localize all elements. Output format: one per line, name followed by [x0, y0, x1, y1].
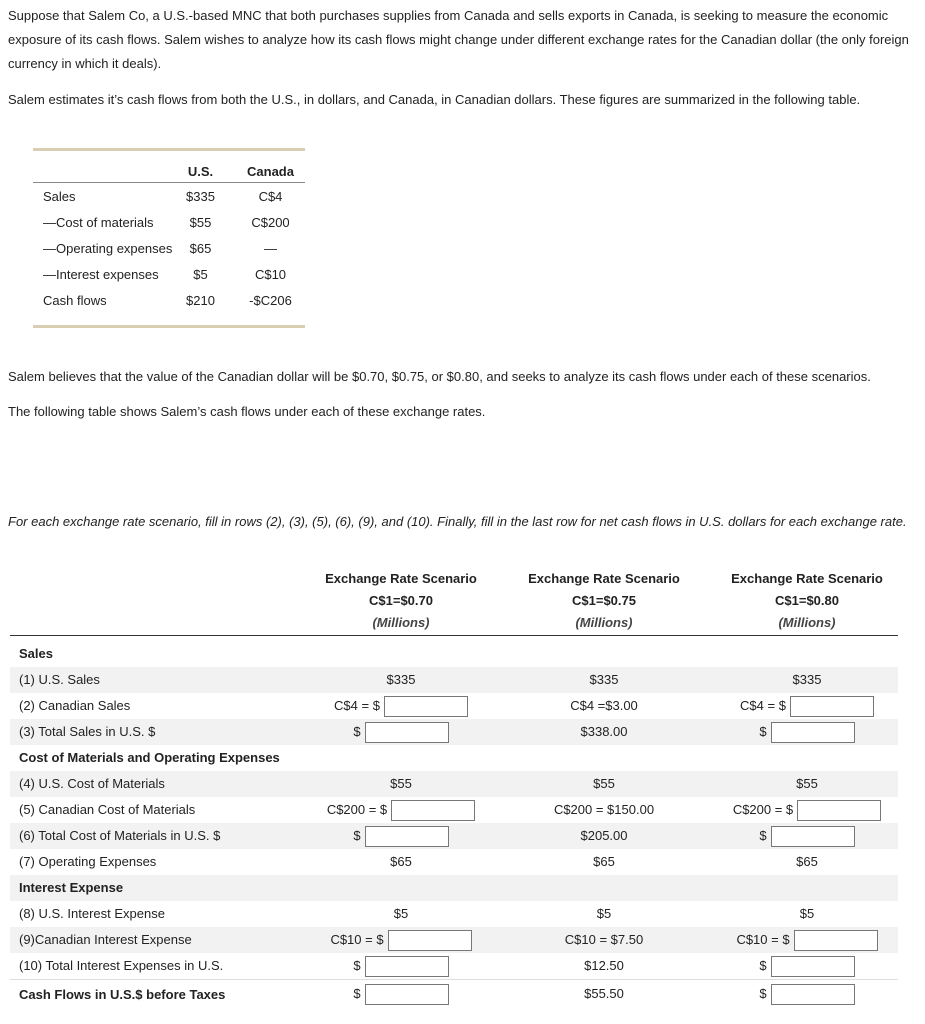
col-rate: C$1=$0.70: [369, 593, 433, 608]
cell-value: $5: [596, 906, 612, 921]
input-prefix: C$4 = $: [740, 698, 786, 713]
instructions-paragraph: For each exchange rate scenario, fill in rows (2), (3), (5), (6), (9), and (10). Finally, fill in the last row for net cash flows in U.S. dollars for each exchange rate.: [8, 514, 907, 529]
row-label: (8) U.S. Interest Expense: [19, 906, 165, 921]
input-prefix: C$10 = $: [330, 932, 384, 947]
input-prefix: $: [759, 986, 767, 1001]
col-units: (Millions): [575, 615, 633, 630]
summary-table: [33, 148, 305, 328]
input-prefix: C$200 = $: [326, 802, 388, 817]
col-rate: C$1=$0.75: [572, 593, 636, 608]
canada-value: C$4: [258, 189, 283, 204]
canada-value: —: [264, 241, 277, 256]
input-prefix: $: [353, 724, 361, 739]
row-label: Cash Flows in U.S.$ before Taxes: [19, 987, 226, 1002]
row-label: (7) Operating Expenses: [19, 854, 157, 869]
input-prefix: $: [759, 958, 767, 973]
section-label: Cost of Materials and Operating Expenses: [19, 750, 280, 765]
table-row: [33, 183, 305, 209]
row-label: (5) Canadian Cost of Materials: [19, 802, 196, 817]
input-prefix: C$10 = $: [736, 932, 790, 947]
cell-value: $65: [593, 854, 615, 869]
cell-value: C$10 = $7.50: [564, 932, 644, 947]
col-units: (Millions): [778, 615, 836, 630]
header-canada: Canada: [247, 164, 294, 179]
total-sales-input-080[interactable]: [771, 722, 855, 743]
col-title: Exchange Rate Scenario: [325, 571, 477, 586]
cell-value: $65: [390, 854, 412, 869]
us-value: $335: [186, 189, 215, 204]
table-row: [10, 979, 898, 1008]
input-prefix: $: [353, 986, 361, 1001]
row-label: (6) Total Cost of Materials in U.S. $: [19, 828, 221, 843]
section-label: Sales: [19, 646, 53, 661]
scenario-col-070: [306, 568, 496, 634]
input-prefix: C$4 = $: [334, 698, 380, 713]
row-label: Cash flows: [43, 293, 107, 308]
row-label: (9)Canadian Interest Expense: [19, 932, 192, 947]
input-prefix: $: [353, 828, 361, 843]
table-row: [10, 901, 898, 927]
row-label: Sales: [43, 189, 76, 204]
col-rate: C$1=$0.80: [775, 593, 839, 608]
total-cost-input-070[interactable]: [365, 826, 449, 847]
cell-value: $55.50: [584, 986, 624, 1001]
section-interest: [10, 875, 898, 901]
table-row: [10, 953, 898, 979]
row-label: (4) U.S. Cost of Materials: [19, 776, 165, 791]
table-row: [10, 719, 898, 745]
cell-value: $338.00: [580, 724, 628, 739]
section-label: Interest Expense: [19, 880, 124, 895]
col-units: (Millions): [372, 615, 430, 630]
table-row: [33, 261, 305, 287]
row-label: (3) Total Sales in U.S. $: [19, 724, 156, 739]
table-row: [10, 667, 898, 693]
canadian-cost-input-070[interactable]: [391, 800, 475, 821]
cell-value: $5: [393, 906, 409, 921]
input-prefix: $: [759, 828, 767, 843]
cell-value: $55: [796, 776, 818, 791]
row-label: —Interest expenses: [43, 267, 159, 282]
total-sales-input-070[interactable]: [365, 722, 449, 743]
row-label: (10) Total Interest Expenses in U.S.: [19, 958, 224, 973]
row-label: (2) Canadian Sales: [19, 698, 131, 713]
section-sales: [10, 641, 898, 667]
cell-value: $65: [796, 854, 818, 869]
table-bottom-rule: [33, 325, 305, 328]
canadian-interest-input-070[interactable]: [388, 930, 472, 951]
input-prefix: $: [353, 958, 361, 973]
canadian-cost-input-080[interactable]: [797, 800, 881, 821]
cell-value: $55: [593, 776, 615, 791]
intro-paragraph: Suppose that Salem Co, a U.S.-based MNC that both purchases supplies from Canada and sells exports in Canada, is seeking to measure the economic exposure of its cash flows. Salem wishes to analyze how its cash flows might change under different exchange rates for the Canadian dollar (the only foreign currency in which it deals).: [8, 8, 909, 71]
cell-value: $55: [390, 776, 412, 791]
cash-flows-input-070[interactable]: [365, 984, 449, 1005]
canadian-sales-input-080[interactable]: [790, 696, 874, 717]
cell-value: $5: [799, 906, 815, 921]
us-value: $5: [193, 267, 208, 282]
scenario-table: [10, 568, 898, 1008]
scenario-header: [10, 568, 898, 636]
table-intro-paragraph: The following table shows Salem’s cash flows under each of these exchange rates.: [8, 404, 486, 419]
table-row: [10, 693, 898, 719]
cell-value: $335: [589, 672, 619, 687]
scenario-paragraph: Salem believes that the value of the Canadian dollar will be $0.70, $0.75, or $0.80, and seeks to analyze its cash flows under each of these scenarios.: [8, 369, 871, 384]
canadian-sales-input-070[interactable]: [384, 696, 468, 717]
cell-value: $335: [792, 672, 822, 687]
header-us: U.S.: [187, 164, 214, 179]
col-title: Exchange Rate Scenario: [731, 571, 883, 586]
input-prefix: $: [759, 724, 767, 739]
cell-value: C$200 = $150.00: [553, 802, 655, 817]
cell-value: $12.50: [584, 958, 624, 973]
scenario-col-075: [509, 568, 699, 634]
row-label: —Operating expenses: [43, 241, 173, 256]
input-prefix: C$200 = $: [732, 802, 794, 817]
table-row: [33, 287, 305, 313]
us-value: $210: [186, 293, 215, 308]
row-label: —Cost of materials: [43, 215, 154, 230]
canadian-interest-input-080[interactable]: [794, 930, 878, 951]
summary-header-row: [33, 151, 305, 183]
section-costs: [10, 745, 898, 771]
canada-value: C$200: [251, 215, 290, 230]
table-row: [10, 927, 898, 953]
cell-value: $205.00: [580, 828, 628, 843]
estimates-paragraph: Salem estimates it’s cash flows from both the U.S., in dollars, and Canada, in Canadian dollars. These figures are summarized in the following table.: [8, 92, 861, 107]
scenario-col-080: [712, 568, 902, 634]
cell-value: $335: [386, 672, 416, 687]
row-label: (1) U.S. Sales: [19, 672, 100, 687]
table-row: [10, 771, 898, 797]
table-row: [33, 209, 305, 235]
table-row: [10, 797, 898, 823]
table-row: [33, 235, 305, 261]
cash-flows-input-080[interactable]: [771, 984, 855, 1005]
us-value: $65: [189, 241, 212, 256]
table-row: [10, 849, 898, 875]
total-cost-input-080[interactable]: [771, 826, 855, 847]
total-interest-input-070[interactable]: [365, 956, 449, 977]
canada-value: -$C206: [249, 293, 292, 308]
canada-value: C$10: [254, 267, 287, 282]
col-title: Exchange Rate Scenario: [528, 571, 680, 586]
total-interest-input-080[interactable]: [771, 956, 855, 977]
cell-value: C$4 =$3.00: [570, 698, 638, 713]
us-value: $55: [189, 215, 212, 230]
table-row: [10, 823, 898, 849]
